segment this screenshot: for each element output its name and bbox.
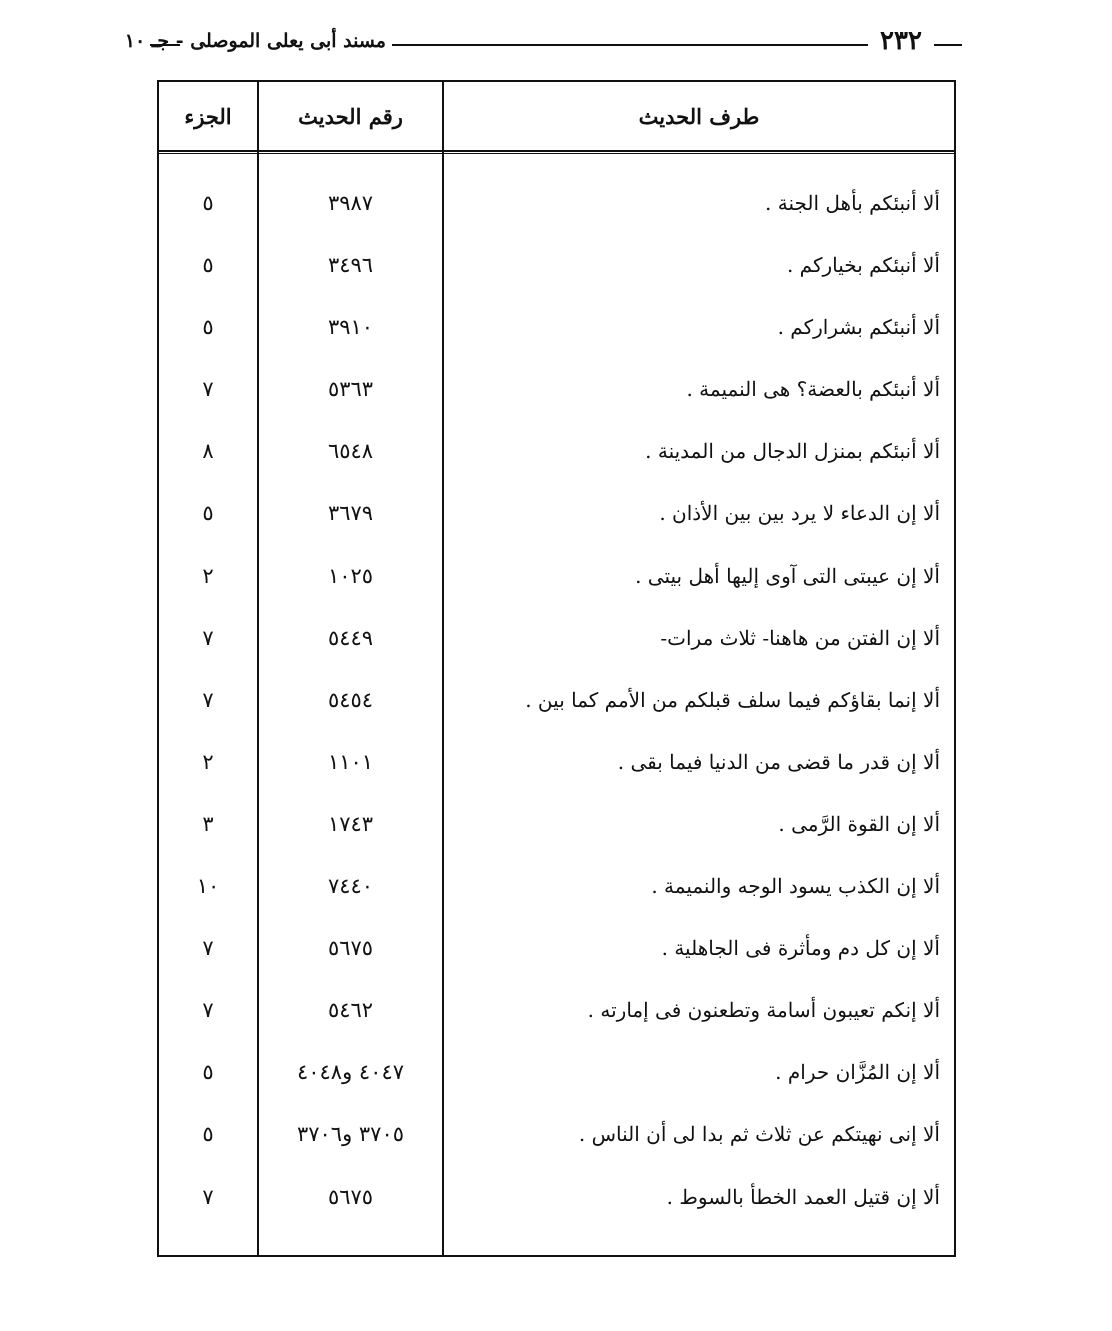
hadith-text-cell: ألا إن عيبتى التى آوى إليها أهل بيتى . bbox=[635, 563, 940, 588]
table-row bbox=[159, 1103, 954, 1165]
header-rule-right bbox=[934, 44, 962, 46]
table-row bbox=[159, 358, 954, 420]
part-cell: ٧ bbox=[202, 998, 214, 1023]
hadith-number-cell: ٥٦٧٥ bbox=[327, 936, 374, 961]
table-row bbox=[159, 234, 954, 296]
hadith-number-cell: ٤٠٤٧ و٤٠٤٨ bbox=[296, 1060, 405, 1085]
hadith-number-cell: ٣٧٠٥ و٣٧٠٦ bbox=[296, 1122, 405, 1147]
table-row bbox=[159, 917, 954, 979]
hadith-number-cell: ٦٥٤٨ bbox=[327, 439, 374, 464]
header-rule-middle bbox=[392, 44, 868, 46]
hadith-number-cell: ٣٤٩٦ bbox=[327, 253, 374, 278]
table-row bbox=[159, 172, 954, 234]
part-cell: ٧ bbox=[202, 1184, 214, 1209]
table-row bbox=[159, 855, 954, 917]
hadith-number-cell: ١٧٤٣ bbox=[327, 811, 374, 836]
hadith-text-cell: ألا أنبئكم بشراركم . bbox=[777, 315, 940, 340]
hadith-text-cell: ألا أنبئكم بالعضة؟ هى النميمة . bbox=[686, 377, 940, 402]
table-row bbox=[159, 545, 954, 607]
hadith-number-cell: ٥٤٤٩ bbox=[327, 625, 374, 650]
table-body bbox=[159, 172, 954, 1228]
part-cell: ٧ bbox=[202, 377, 214, 402]
hadith-number-cell: ٧٤٤٠ bbox=[327, 874, 374, 899]
table-row bbox=[159, 420, 954, 482]
part-cell: ٥ bbox=[202, 1060, 214, 1085]
hadith-text-cell: ألا إن الفتن من هاهنا- ثلاث مرات- bbox=[660, 625, 940, 650]
hadith-text-cell: ألا إنى نهيتكم عن ثلاث ثم بدا لى أن الناس . bbox=[578, 1122, 940, 1147]
table-row bbox=[159, 607, 954, 669]
part-cell: ٣ bbox=[202, 811, 214, 836]
running-header bbox=[124, 24, 962, 64]
hadith-text-cell: ألا أنبئكم بأهل الجنة . bbox=[765, 191, 940, 215]
part-cell: ٧ bbox=[202, 936, 214, 961]
hadith-number-cell: ١١٠١ bbox=[327, 749, 374, 774]
table-row bbox=[159, 296, 954, 358]
hadith-text-cell: ألا إن القوة الرَّمى . bbox=[778, 811, 940, 836]
book-title: مسند أبى يعلى الموصلى - جـ ١٠ bbox=[124, 30, 386, 52]
header-part: الجزء bbox=[184, 104, 232, 129]
hadith-number-cell: ٣٦٧٩ bbox=[327, 501, 374, 526]
header-divider bbox=[159, 150, 954, 152]
header-hadith-number: رقم الحديث bbox=[298, 104, 403, 129]
part-cell: ٢ bbox=[202, 563, 214, 588]
header-hadith-text: طرف الحديث bbox=[638, 104, 760, 129]
hadith-text-cell: ألا أنبئكم بمنزل الدجال من المدينة . bbox=[645, 439, 940, 464]
table-row bbox=[159, 1041, 954, 1103]
table-row bbox=[159, 669, 954, 731]
hadith-number-cell: ٣٩٨٧ bbox=[327, 191, 374, 215]
hadith-text-cell: ألا إن الدعاء لا يرد بين بين الأذان . bbox=[659, 501, 940, 526]
part-cell: ٥ bbox=[202, 253, 214, 278]
hadith-number-cell: ٣٩١٠ bbox=[327, 315, 374, 340]
part-cell: ٧ bbox=[202, 687, 214, 712]
page-number: ٢٣٢ bbox=[880, 26, 922, 56]
part-cell: ٥ bbox=[202, 501, 214, 526]
table-row bbox=[159, 793, 954, 855]
table-row bbox=[159, 482, 954, 544]
hadith-number-cell: ٥٣٦٣ bbox=[327, 377, 374, 402]
part-cell: ٥ bbox=[202, 191, 214, 215]
hadith-number-cell: ٥٤٦٢ bbox=[327, 998, 374, 1023]
hadith-text-cell: ألا إن كل دم ومأثرة فى الجاهلية . bbox=[661, 936, 940, 961]
hadith-text-cell: ألا إنكم تعيبون أسامة وتطعنون فى إمارته . bbox=[587, 998, 940, 1023]
hadith-number-cell: ١٠٢٥ bbox=[327, 563, 374, 588]
table-row bbox=[159, 1166, 954, 1228]
table-row bbox=[159, 979, 954, 1041]
hadith-text-cell: ألا إن قدر ما قضى من الدنيا فيما بقى . bbox=[617, 749, 940, 774]
header-divider-inner bbox=[159, 153, 954, 154]
part-cell: ١٠ bbox=[196, 874, 220, 899]
hadith-text-cell: ألا إنما بقاؤكم فيما سلف قبلكم من الأمم كما بين . bbox=[525, 687, 940, 712]
hadith-index-table bbox=[157, 80, 956, 1257]
hadith-text-cell: ألا أنبئكم بخياركم . bbox=[786, 253, 940, 278]
hadith-text-cell: ألا إن المُزَّان حرام . bbox=[775, 1060, 940, 1085]
part-cell: ٧ bbox=[202, 625, 214, 650]
part-cell: ٥ bbox=[202, 315, 214, 340]
table-row bbox=[159, 731, 954, 793]
part-cell: ٥ bbox=[202, 1122, 214, 1147]
hadith-number-cell: ٥٦٧٥ bbox=[327, 1184, 374, 1209]
hadith-text-cell: ألا إن قتيل العمد الخطأ بالسوط . bbox=[666, 1184, 940, 1209]
hadith-text-cell: ألا إن الكذب يسود الوجه والنميمة . bbox=[651, 874, 940, 899]
hadith-number-cell: ٥٤٥٤ bbox=[327, 687, 374, 712]
part-cell: ٨ bbox=[202, 439, 214, 464]
part-cell: ٢ bbox=[202, 749, 214, 774]
